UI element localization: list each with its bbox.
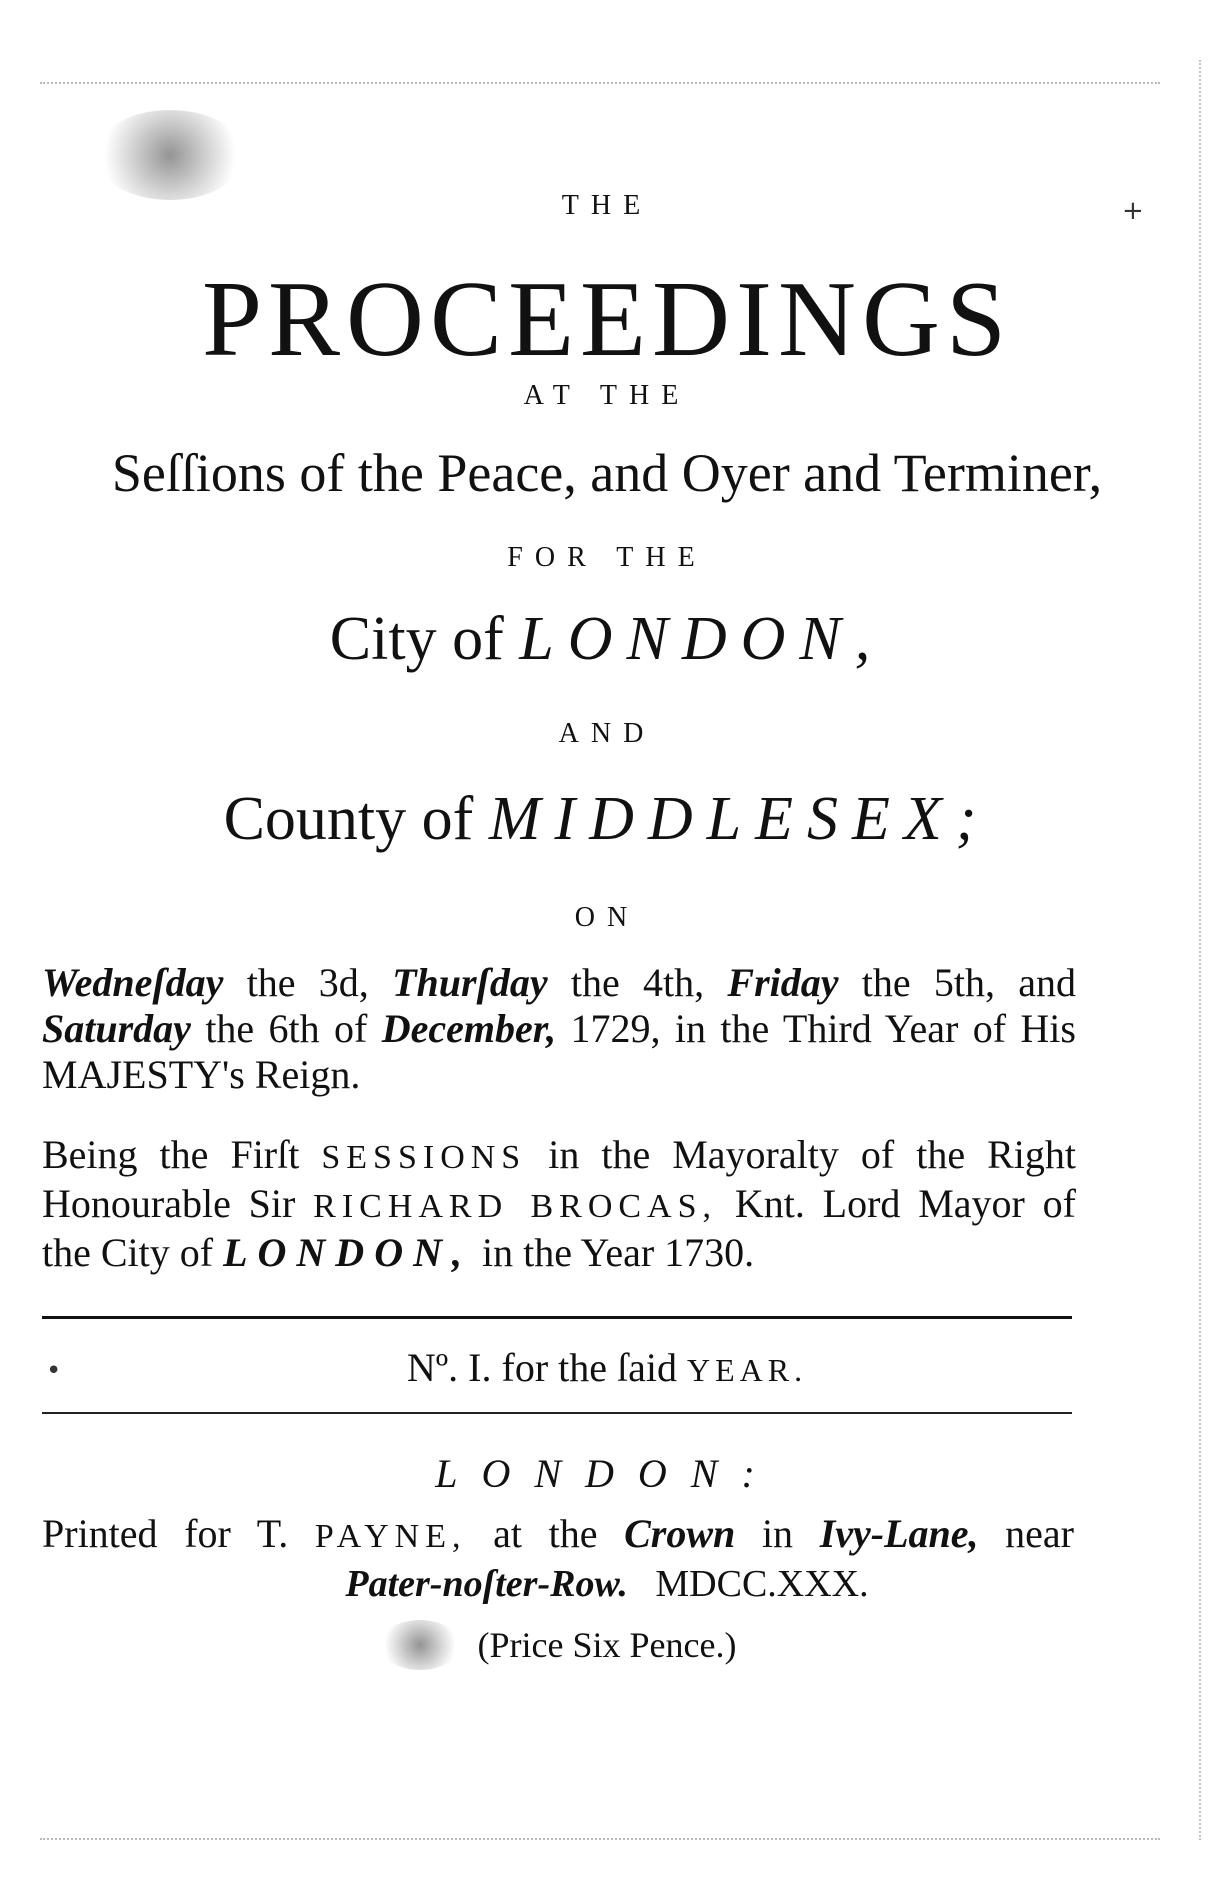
day-thursday: Thurſday <box>392 960 548 1005</box>
scan-artifact-bottom <box>40 1838 1160 1844</box>
number-line <box>0 1344 1214 1391</box>
being-text-3: Knt. Lord Mayor of the City of <box>42 1181 1076 1275</box>
rule-upper <box>42 1316 1072 1319</box>
lord-mayor-name: RICHARD BROCAS, <box>313 1188 718 1225</box>
county-line <box>0 784 1214 855</box>
stray-mark-left: • <box>46 1356 62 1386</box>
heading-proceedings: PROCEEDINGS <box>201 260 1013 379</box>
being-text-1: Being the Firſt <box>42 1132 322 1177</box>
day-saturday: Saturday <box>42 1006 191 1051</box>
day-wednesday: Wedneſday <box>42 960 224 1005</box>
being-text-2: in the Mayoralty of the Right Honourable Sir <box>42 1132 1076 1226</box>
heading-on: ON <box>574 902 640 933</box>
imprint-year: MDCC.XXX. <box>655 1563 869 1605</box>
ink-smudge <box>95 110 245 200</box>
stray-mark-plus: + <box>1122 196 1144 226</box>
imprint-row-line <box>0 1562 1214 1606</box>
imprint-place: Pater-noſter-Row. <box>345 1563 628 1605</box>
price-line: (Price Six Pence.) <box>477 1625 737 1665</box>
dates-text-4: the 6th of <box>190 1006 382 1051</box>
county-name: MIDDLESEX; <box>488 785 991 853</box>
printed-text-4: near <box>978 1511 1074 1556</box>
city-name: LONDON, <box>519 605 885 673</box>
printer-lane: Ivy-Lane, <box>819 1511 979 1556</box>
scan-artifact-top <box>40 82 1160 88</box>
day-friday: Friday <box>727 960 839 1005</box>
imprint-city: LONDON: <box>435 1451 779 1496</box>
imprint-printed-line <box>42 1510 1074 1561</box>
city-line <box>0 604 1214 675</box>
heading-the: THE <box>561 190 653 221</box>
heading-at-the: AT THE <box>523 380 691 411</box>
sessions-paragraph <box>42 1132 1076 1276</box>
county-prefix: County of <box>223 785 474 853</box>
heading-for-the: FOR THE <box>507 542 707 573</box>
printed-text-3: in <box>735 1511 820 1556</box>
rule-lower <box>42 1412 1072 1414</box>
printer-name: PAYNE, <box>314 1518 467 1555</box>
month-december: December, <box>381 1006 557 1051</box>
sessions-line: Seſſions of the Peace, and Oyer and Terminer, <box>111 443 1103 503</box>
dates-text-5: 1729, in the Third Year of His MAJESTY's Reign. <box>42 1006 1076 1097</box>
printed-text-1: Printed for T. <box>42 1511 315 1556</box>
dates-paragraph <box>42 960 1076 1098</box>
number-prefix: Nº. I. for the ſaid <box>406 1345 687 1390</box>
dates-text-1: the 3d, <box>223 960 393 1005</box>
printed-text-2: at the <box>466 1511 625 1556</box>
being-city: LONDON, <box>223 1230 472 1275</box>
printer-sign: Crown <box>624 1511 736 1556</box>
dates-text-2: the 4th, <box>547 960 728 1005</box>
dates-text-3: the 5th, and <box>838 960 1077 1005</box>
number-year: YEAR. <box>687 1352 808 1388</box>
word-sessions: SESSIONS <box>321 1139 527 1176</box>
city-prefix: City of <box>329 605 504 673</box>
heading-and: AND <box>558 718 656 749</box>
being-text-4: in the Year 1730. <box>471 1230 755 1275</box>
